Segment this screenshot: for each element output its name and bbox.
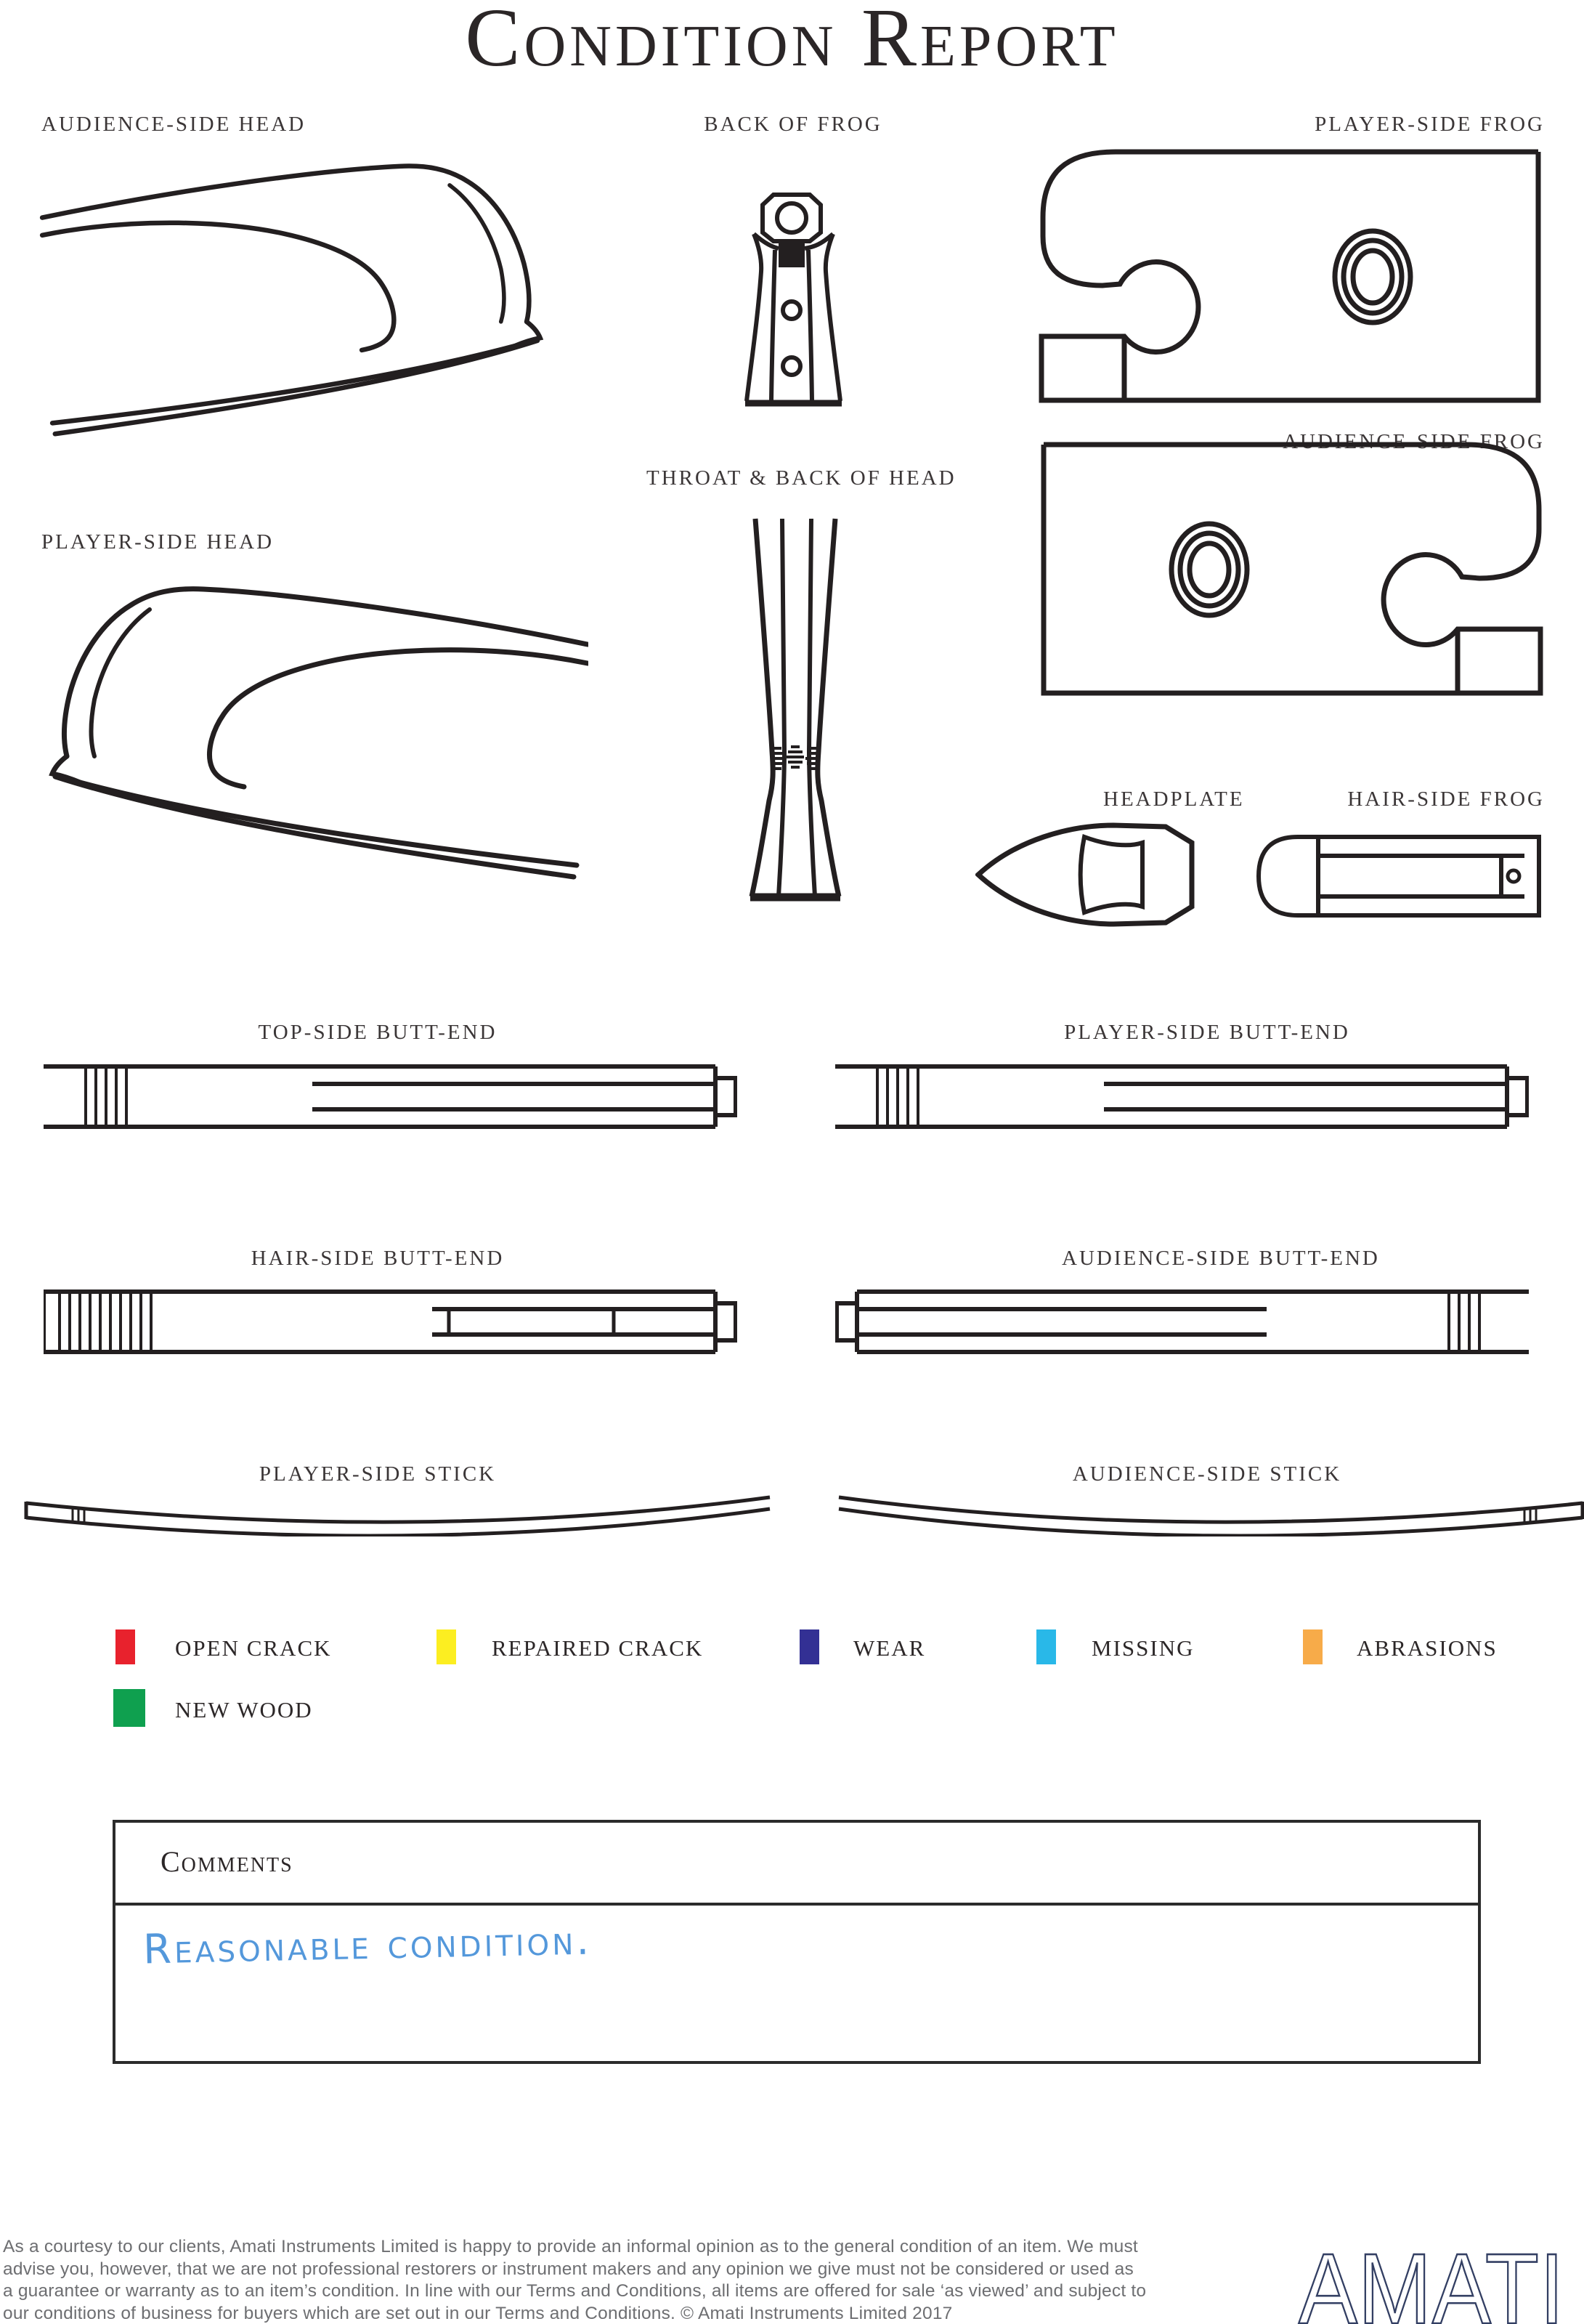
abrasions-label: ABRASIONS (1357, 1635, 1498, 1661)
repaired-crack-label: REPAIRED CRACK (492, 1635, 704, 1661)
audience-side-frog-label: AUDIENCE-SIDE FROG (1283, 430, 1545, 453)
player-side-frog-label: PLAYER-SIDE FROG (1315, 113, 1545, 136)
player-side-head-diagram (22, 578, 588, 890)
hair-side-butt-end-diagram (44, 1287, 737, 1356)
hair-side-butt-end-label: HAIR-SIDE BUTT-END (251, 1247, 505, 1270)
missing-swatch-icon (1036, 1629, 1056, 1664)
comments-input[interactable] (115, 1906, 1478, 2064)
audience-side-head-diagram (22, 155, 588, 446)
disclaimer-line: a guarantee or warranty as to an item’s condition. In line with our Terms and Conditions, all items are offered for sale ‘as viewed’ and subject to (3, 2281, 1147, 2301)
audience-side-head-label: AUDIENCE-SIDE HEAD (41, 113, 306, 136)
comments-box (113, 1820, 1481, 2064)
player-side-butt-end-label: PLAYER-SIDE BUTT-END (1064, 1021, 1350, 1044)
player-side-frog-diagram (1039, 149, 1543, 403)
player-side-stick-label: PLAYER-SIDE STICK (259, 1462, 497, 1486)
headplate-diagram (975, 821, 1202, 928)
player-side-butt-end-diagram (835, 1062, 1529, 1131)
player-side-head-label: PLAYER-SIDE HEAD (41, 530, 275, 554)
back-of-frog-diagram (741, 190, 846, 410)
hair-side-frog-label: HAIR-SIDE FROG (1347, 788, 1545, 811)
headplate-label: HEADPLATE (1103, 788, 1245, 811)
open-crack-swatch-icon (115, 1629, 135, 1664)
new-wood-swatch-icon (113, 1689, 145, 1727)
audience-side-butt-end-diagram (835, 1287, 1529, 1356)
wear-label: WEAR (853, 1635, 926, 1661)
disclaimer-text (3, 2236, 1165, 2324)
audience-side-stick-label: AUDIENCE-SIDE STICK (1072, 1462, 1342, 1486)
top-side-butt-end-label: TOP-SIDE BUTT-END (258, 1021, 497, 1044)
amati-logo: AMATI (1299, 2233, 1565, 2324)
throat-back-of-head-diagram (744, 517, 846, 904)
wear-swatch-icon (800, 1629, 819, 1664)
handwritten-note: Reasonable condition. (142, 1916, 593, 1974)
page-title: Condition Report (465, 0, 1119, 84)
throat-back-of-head-label: THROAT & BACK OF HEAD (646, 466, 957, 490)
abrasions-swatch-icon (1303, 1629, 1323, 1664)
back-of-frog-label: BACK OF FROG (704, 113, 882, 136)
audience-side-butt-end-label: AUDIENCE-SIDE BUTT-END (1062, 1247, 1380, 1270)
new-wood-label: NEW WOOD (175, 1697, 313, 1722)
player-side-stick-diagram (22, 1493, 773, 1536)
disclaimer-line: advise you, however, that we are not professional restorers or instrument makers and any opinion we give must not be considered or used as (3, 2259, 1134, 2279)
open-crack-label: OPEN CRACK (175, 1635, 332, 1661)
hair-side-frog-diagram (1254, 834, 1543, 918)
missing-label: MISSING (1092, 1635, 1195, 1661)
top-side-butt-end-diagram (44, 1062, 737, 1131)
disclaimer-line: our conditions of business for buyers which are set out in our Terms and Conditions. © Amati Instruments Limited 2017 (3, 2303, 953, 2323)
audience-side-frog-diagram (1039, 442, 1543, 696)
comments-header: Comments (161, 1845, 293, 1878)
repaired-crack-swatch-icon (436, 1629, 456, 1664)
audience-side-stick-diagram (835, 1493, 1584, 1536)
disclaimer-line: As a courtesy to our clients, Amati Instruments Limited is happy to provide an informal opinion as to the general condition of an item. We must (3, 2237, 1138, 2256)
